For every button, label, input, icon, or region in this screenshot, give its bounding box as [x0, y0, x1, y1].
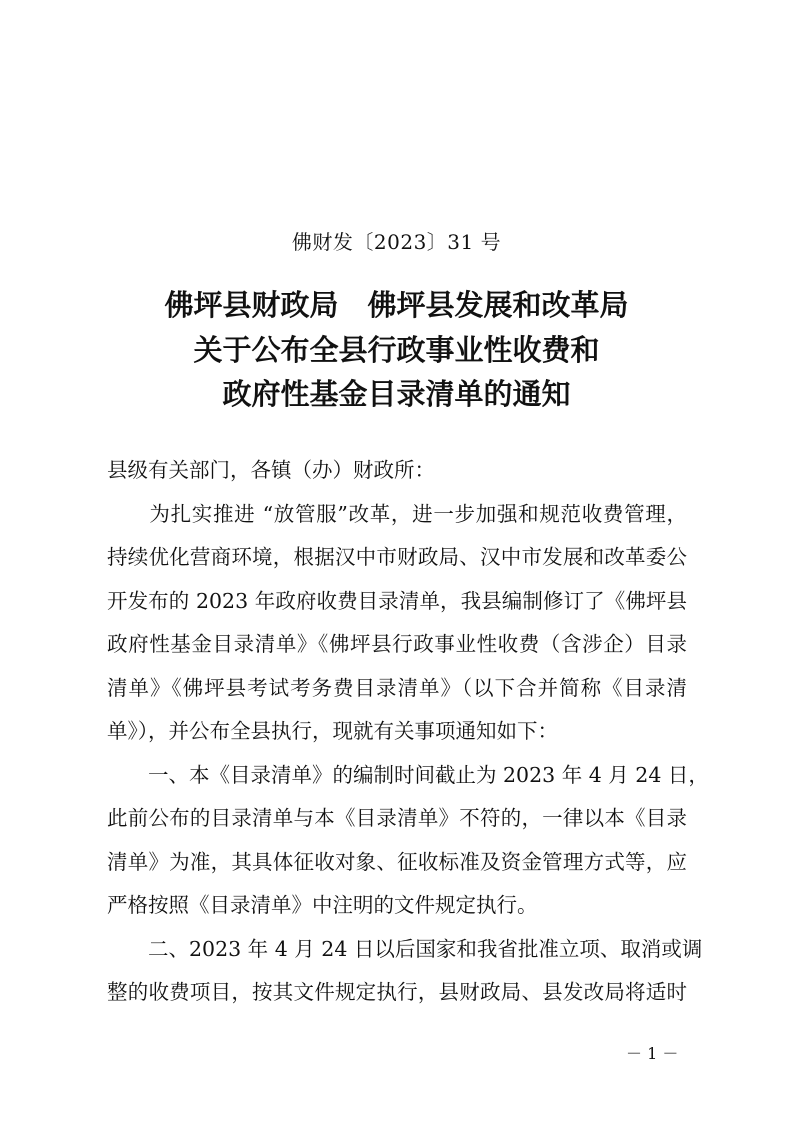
body-line: 持续优化营商环境，根据汉中市财政局、汉中市发展和改革委公 [107, 545, 687, 569]
body-line: 整的收费项目，按其文件规定执行，县财政局、县发改局将适时 [107, 980, 687, 1004]
title-line-1: 佛坪县财政局 佛坪县发展和改革局 [164, 288, 629, 322]
document-number: 佛财发〔2023〕31 号 [291, 230, 502, 254]
body-line: 清单》《佛坪县考试考务费目录清单》（以下合并简称《目录清 [107, 676, 687, 700]
body-line: 为扎实推进 “放管服”改革，进一步加强和规范收费管理， [107, 502, 687, 526]
page-number: － 1 － [626, 1044, 679, 1063]
salutation: 县级有关部门，各镇（办）财政所： [107, 458, 435, 482]
body-line: 严格按照《目录清单》中注明的文件规定执行。 [107, 893, 538, 917]
body-line: 一、本《目录清单》的编制时间截止为 2023 年 4 月 24 日， [107, 763, 709, 787]
body-line: 清单》为准，其具体征收对象、征收标准及资金管理方式等，应 [107, 850, 687, 874]
title-line-3: 政府性基金目录清单的通知 [222, 377, 571, 411]
title-line-2: 关于公布全县行政事业性收费和 [193, 333, 600, 367]
body-line: 此前公布的目录清单与本《目录清单》不符的，一律以本《目录 [107, 806, 687, 830]
body-line: 开发布的 2023 年政府收费目录清单，我县编制修订了《佛坪县 [107, 589, 687, 613]
body-line: 单》），并公布全县执行，现就有关事项通知如下： [107, 719, 558, 743]
body-line: 二、2023 年 4 月 24 日以后国家和我省批准立项、取消或调 [107, 937, 703, 961]
body-line: 政府性基金目录清单》《佛坪县行政事业性收费（含涉企）目录 [107, 632, 687, 656]
